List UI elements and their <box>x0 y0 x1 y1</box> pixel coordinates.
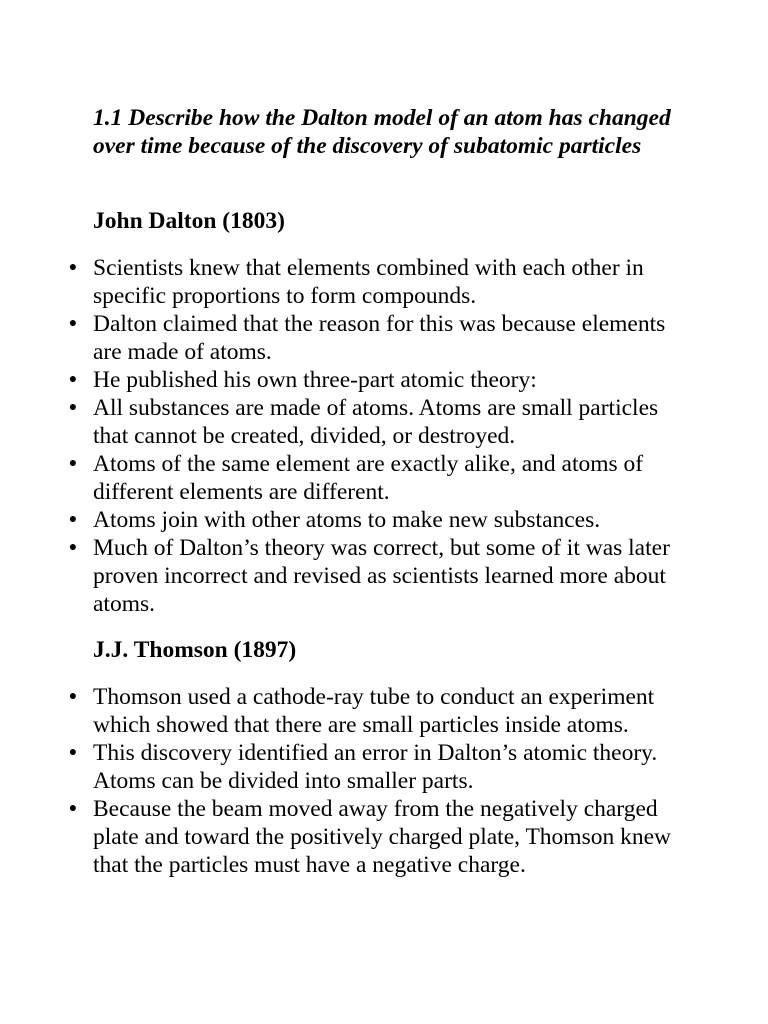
bullet-icon: ● <box>68 540 78 555</box>
bullet-icon: ● <box>68 689 78 704</box>
bullet-text: Atoms of the same element are exactly alike, and atoms of different elements are different. <box>93 451 644 505</box>
section-heading-dalton: John Dalton (1803) <box>93 208 285 234</box>
bullet-icon: ● <box>68 745 78 760</box>
bullet-text: All substances are made of atoms. Atoms are small particles that cannot be created, divided, or destroyed. <box>93 395 659 449</box>
question-heading: 1.1 Describe how the Dalton model of an atom has changed over time because of the discovery of subatomic particles <box>93 105 671 159</box>
bullet-text: Thomson used a cathode-ray tube to conduct an experiment which showed that there are small particles inside atoms. <box>93 684 655 738</box>
bullet-text: Because the beam moved away from the negatively charged plate and toward the positively charged plate, Thomson knew that the particles must have a negative charge. <box>93 796 671 878</box>
bullet-text: He published his own three-part atomic theory: <box>93 367 537 393</box>
bullet-icon: ● <box>68 260 78 275</box>
list-item <box>0 450 768 506</box>
list-item <box>0 683 768 739</box>
bullet-text: Dalton claimed that the reason for this was because elements are made of atoms. <box>93 311 666 365</box>
bullet-icon: ● <box>68 372 78 387</box>
bullet-text: This discovery identified an error in Dalton’s atomic theory. Atoms can be divided into smaller parts. <box>93 740 658 794</box>
bullet-text: Much of Dalton’s theory was correct, but some of it was later proven incorrect and revised as scientists learned more about atoms. <box>93 535 670 617</box>
list-item <box>0 534 768 618</box>
bullet-text: Scientists knew that elements combined with each other in specific proportions to form compounds. <box>93 255 644 309</box>
list-item <box>0 310 768 366</box>
list-item <box>0 366 768 394</box>
bullet-icon: ● <box>68 801 78 816</box>
section-heading-thomson: J.J. Thomson (1897) <box>93 637 297 663</box>
thomson-bullet-list <box>0 683 768 879</box>
bullet-icon: ● <box>68 400 78 415</box>
list-item <box>0 795 768 879</box>
bullet-icon: ● <box>68 316 78 331</box>
list-item <box>0 254 768 310</box>
list-item <box>0 394 768 450</box>
bullet-icon: ● <box>68 456 78 471</box>
list-item <box>0 506 768 534</box>
list-item <box>0 739 768 795</box>
dalton-bullet-list <box>0 254 768 618</box>
bullet-icon: ● <box>68 512 78 527</box>
bullet-text: Atoms join with other atoms to make new substances. <box>93 507 601 533</box>
